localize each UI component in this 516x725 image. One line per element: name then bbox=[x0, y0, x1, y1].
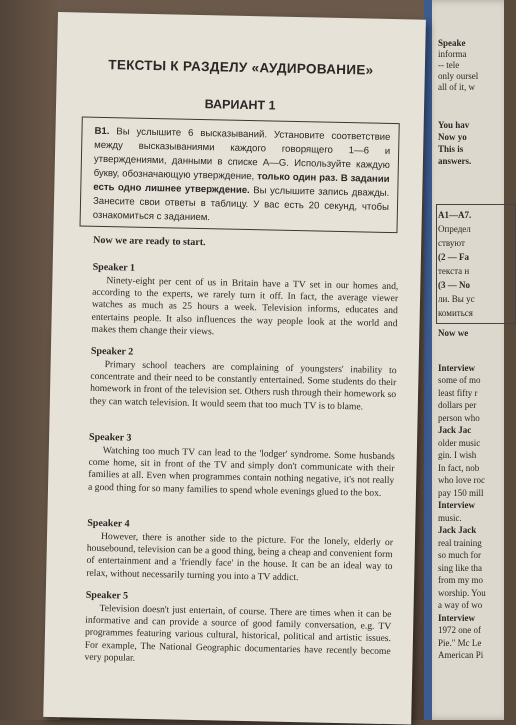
adjacent-page-line: Pie." Mc Le bbox=[438, 637, 482, 648]
adjacent-task-box bbox=[436, 204, 516, 324]
speaker-text: However, there is another side to the picture. For the lonely, elderly or housebound, television can be a good thing, being a cheap and convenient form of entertainment and a 'friendly face' in the house. It can be an ideal way to relax, without necessarily turning you into a TV addict. bbox=[86, 531, 394, 583]
adjacent-page-line: In fact, nob bbox=[438, 462, 480, 473]
adjacent-page-line: American Pi bbox=[438, 650, 484, 660]
speaker-text: Primary school teachers are complaining of youngsters' inability to concentrate and their need to be constantly entertained. Some students do their homework in front of the television set. Others rush through their homework so they can watch television. It would seem that too much TV is to blame. bbox=[89, 359, 397, 413]
adjacent-page-line: Interview bbox=[438, 362, 475, 373]
adjacent-page-line: Now we bbox=[438, 328, 469, 338]
speaker-heading: Speaker 4 bbox=[87, 517, 130, 530]
adjacent-page-line: least fifty r bbox=[438, 387, 478, 398]
adjacent-page-line: some of mo bbox=[438, 375, 481, 385]
adjacent-page-line: worship. You bbox=[438, 587, 486, 598]
speaker-text: Ninety-eight per cent of us in Britain have a TV set in our homes and, according to the experts, we rarely turn it off. In fact, the average viewer watches as much as 25 hours a week. Television informs, educates and entertains people. It also influences the way people look at the world and makes them change their views. bbox=[91, 275, 399, 338]
task-text-bold: только один раз. В задании есть одно лишнее утверждение. bbox=[93, 171, 390, 197]
task-text-part1: Вы услышите 6 высказываний. Установите соответствие между высказываниями каждого говорящего 1—6 и утверждениями, данными в списке A—G. Используйте каждую букву, обозначающую утверждение, bbox=[93, 126, 391, 183]
adjacent-page-line: person who bbox=[438, 412, 480, 423]
adjacent-page-line: a way of wo bbox=[438, 600, 483, 610]
task-number: В1. bbox=[94, 125, 110, 138]
adjacent-page-line: all of it, w bbox=[438, 82, 475, 92]
adjacent-page-line: so much for bbox=[438, 550, 481, 560]
page-edge-blue bbox=[424, 0, 432, 720]
adjacent-page bbox=[424, 0, 504, 720]
adjacent-page-line: Jack Jac bbox=[438, 425, 472, 435]
speaker-heading: Speaker 3 bbox=[88, 431, 132, 444]
adjacent-page-line: Interview bbox=[438, 500, 475, 510]
adjacent-page-line: pay 150 mill bbox=[438, 487, 484, 498]
speaker-text: Watching too much TV can lead to the 'lodger' syndrome. Some husbands come home, sit in front of the TV and simply don't communicate with their families at all. Even when programmes contain nothing negative, it's not really a good thing for so many families to spend whole evenings glued to the box. bbox=[87, 445, 395, 499]
page-title: ТЕКСТЫ К РАЗДЕЛУ «АУДИРОВАНИЕ» bbox=[108, 57, 374, 78]
adjacent-page-line: real training bbox=[438, 537, 482, 548]
adjacent-page-line: (2 — Fa bbox=[438, 252, 469, 262]
adjacent-page-line: Определ bbox=[438, 224, 471, 234]
variant-heading: ВАРИАНТ 1 bbox=[204, 97, 276, 113]
task-instructions-box bbox=[80, 117, 400, 234]
speaker-heading: Speaker 1 bbox=[92, 261, 136, 274]
adjacent-page-line: from my mo bbox=[438, 575, 483, 585]
adjacent-page-line: who love roc bbox=[438, 475, 485, 485]
adjacent-page-line: 1972 one of bbox=[438, 625, 481, 635]
speaker-heading: Speaker 2 bbox=[90, 345, 134, 358]
adjacent-page-line: Interview bbox=[438, 612, 475, 623]
adjacent-page-line: A1—A7. bbox=[438, 210, 472, 220]
adjacent-page-line: Jack Jack bbox=[438, 525, 477, 535]
adjacent-page-line: Now yo bbox=[438, 132, 467, 142]
adjacent-page-line: Speake bbox=[438, 38, 466, 48]
adjacent-page-line: комиться bbox=[438, 308, 473, 318]
task-text-part2: Вы услышите запись дважды. Занесите свои ответы в таблицу. У вас есть 20 секунд, чтобы ознакомиться с заданием. bbox=[92, 185, 390, 224]
adjacent-page-line: -- tele bbox=[438, 60, 460, 70]
ready-line: Now we are ready to start. bbox=[93, 234, 206, 249]
adjacent-page-line: informa bbox=[438, 49, 467, 59]
adjacent-page-line: only oursel bbox=[438, 71, 479, 81]
adjacent-page-line: answers. bbox=[438, 156, 472, 166]
adjacent-page-line: music. bbox=[438, 512, 462, 523]
adjacent-page-line: ствуют bbox=[438, 238, 465, 248]
adjacent-page-line: older music bbox=[438, 437, 481, 448]
adjacent-page-line: текста н bbox=[438, 266, 470, 276]
speaker-text: Television doesn't just entertain, of course. There are times when it can be informative and can provide a source of good family conversation, e.g. TV programmes featuring various cultural, historical, political and artistic issues. For example, The National Geographic documentaries have recently become very popular. bbox=[84, 603, 392, 664]
adjacent-page-line: ли. Вы ус bbox=[438, 294, 475, 304]
adjacent-page-line: This is bbox=[438, 144, 464, 154]
adjacent-page-line: gin. I wish bbox=[438, 450, 477, 460]
adjacent-page-line: dollars per bbox=[438, 400, 477, 410]
speaker-heading: Speaker 5 bbox=[85, 589, 129, 602]
adjacent-page-line: (3 — No bbox=[438, 280, 470, 290]
adjacent-page-line: sing like tha bbox=[438, 562, 482, 573]
textbook-page bbox=[43, 12, 426, 725]
adjacent-page-line: You hav bbox=[438, 120, 470, 130]
